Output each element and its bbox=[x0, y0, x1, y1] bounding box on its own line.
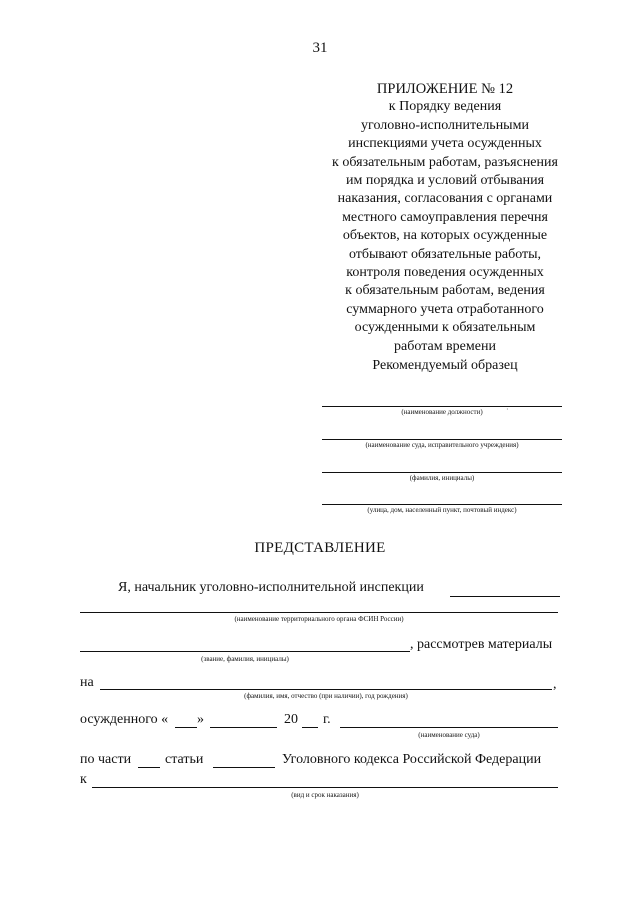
address-line bbox=[322, 504, 562, 505]
court-name-line bbox=[340, 727, 558, 728]
part-label: по части bbox=[80, 752, 132, 767]
article-label: статьи bbox=[165, 752, 204, 767]
punishment-caption: (вид и срок наказания) bbox=[291, 791, 359, 799]
recommended-sample-label: Рекомендуемый образец bbox=[372, 358, 518, 373]
to-label: к bbox=[80, 772, 87, 787]
appendix-line: наказания, согласования с органами bbox=[337, 191, 553, 207]
appendix-line: уголовно-исполнительными bbox=[361, 117, 529, 133]
punishment-line bbox=[92, 787, 558, 788]
quote-close: » bbox=[197, 712, 204, 727]
appendix-line: местного самоуправления перечня bbox=[342, 209, 548, 225]
rank-name-caption: (звание, фамилия, инициалы) bbox=[201, 655, 289, 663]
appendix-line: работам времени bbox=[394, 338, 496, 354]
comma: , bbox=[553, 677, 557, 692]
year-suffix: г. bbox=[323, 712, 331, 727]
position-caption: (наименование должности) bbox=[401, 408, 483, 416]
appendix-line: инспекциями учета осужденных bbox=[348, 136, 542, 152]
appendix-line: суммарного учета отработанного bbox=[346, 301, 544, 317]
day-blank bbox=[175, 727, 197, 728]
territorial-organ-line bbox=[80, 612, 558, 613]
appendix-line: им порядка и условий отбывания bbox=[345, 173, 545, 189]
page-number: 31 bbox=[312, 40, 328, 56]
on-label: на bbox=[80, 675, 94, 690]
appendix-heading: ПРИЛОЖЕНИЕ № 12 bbox=[376, 81, 514, 97]
rank-name-line bbox=[80, 651, 410, 652]
position-line bbox=[322, 406, 562, 407]
name-line bbox=[322, 472, 562, 473]
convict-name-line bbox=[100, 689, 552, 690]
convict-name-caption: (фамилия, имя, отчество (при наличии), год рождения) bbox=[244, 692, 408, 700]
article-blank bbox=[213, 767, 275, 768]
inspection-head-text: Я, начальник уголовно-исполнительной инспекции bbox=[118, 580, 424, 595]
convicted-label: осужденного « bbox=[80, 712, 169, 727]
month-blank bbox=[210, 727, 277, 728]
appendix-line: к Порядку ведения bbox=[388, 99, 502, 115]
appendix-line: объектов, на которых осужденные bbox=[342, 228, 548, 244]
address-caption: (улица, дом, населенный пункт, почтовый индекс) bbox=[367, 506, 517, 514]
year-prefix: 20 bbox=[284, 712, 298, 727]
court-caption: (наименование суда, исправительного учреждения) bbox=[365, 441, 519, 449]
document-title: ПРЕДСТАВЛЕНИЕ bbox=[254, 540, 386, 556]
appendix-line: контроля поведения осужденных bbox=[346, 265, 544, 281]
year-blank bbox=[302, 727, 318, 728]
reviewed-materials-text: , рассмотрев материалы bbox=[410, 637, 553, 652]
appendix-line: к обязательным работам, разъяснения bbox=[332, 154, 558, 170]
court-line bbox=[322, 439, 562, 440]
appendix-line: к обязательным работам, ведения bbox=[345, 283, 545, 299]
criminal-code-text: Уголовного кодекса Российской Федерации bbox=[282, 752, 542, 767]
appendix-block bbox=[300, 80, 590, 356]
appendix-line: отбывают обязательные работы, bbox=[348, 246, 542, 262]
name-caption: (фамилия, инициалы) bbox=[409, 474, 475, 482]
territorial-organ-caption: (наименование территориального органа ФСИН России) bbox=[234, 615, 404, 623]
scan-speck: · bbox=[506, 405, 509, 414]
inspection-blank bbox=[450, 596, 560, 597]
appendix-line: осужденными к обязательным bbox=[354, 320, 536, 336]
part-blank bbox=[138, 767, 160, 768]
court-name-caption: (наименование суда) bbox=[418, 731, 480, 739]
